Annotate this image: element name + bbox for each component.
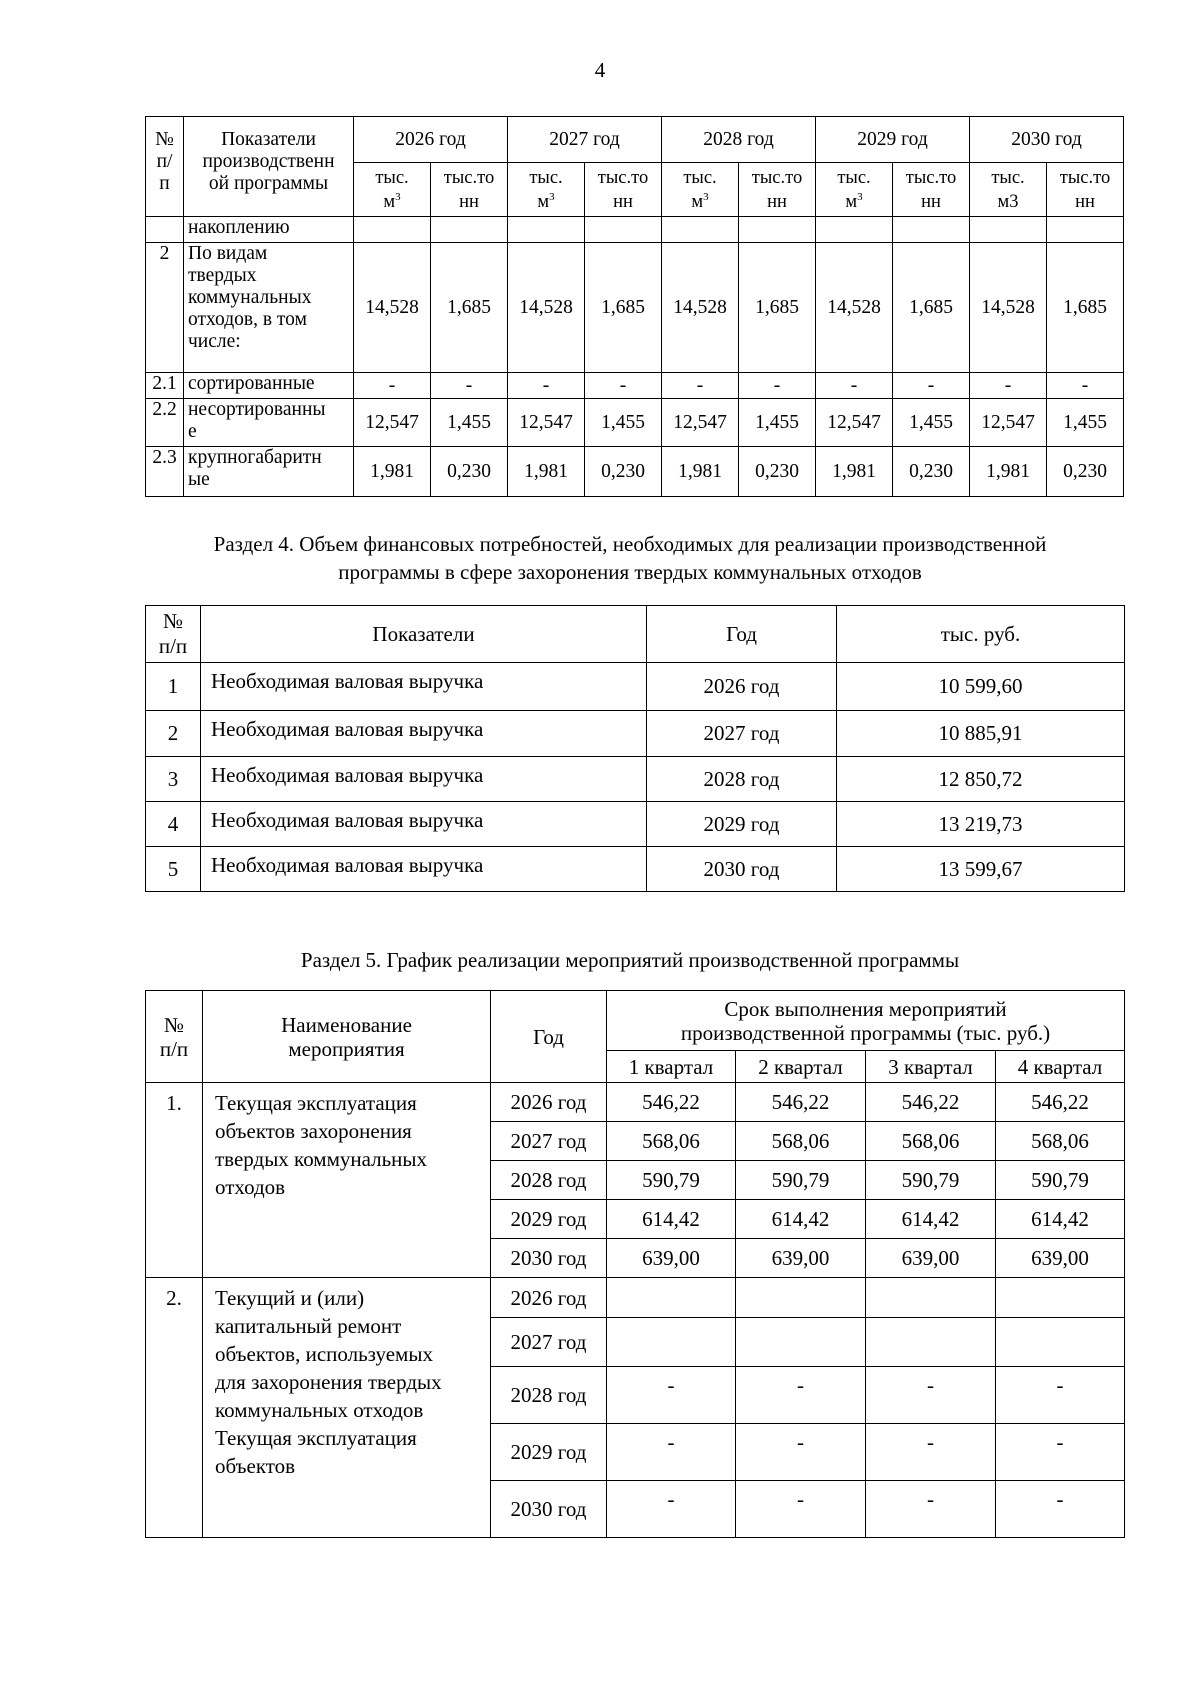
table-row xyxy=(146,217,1124,243)
quarter-value: 546,22 xyxy=(996,1083,1125,1122)
row-number: 2 xyxy=(146,243,184,373)
row-year: 2029 год xyxy=(491,1424,607,1481)
quarter-value xyxy=(866,1318,996,1367)
quarter-value: - xyxy=(607,1424,736,1481)
col-header-year: Год xyxy=(647,606,837,663)
value-cell xyxy=(585,217,662,243)
value-cell: 12,547 xyxy=(662,399,739,447)
row-year: 2030 год xyxy=(647,847,837,892)
row-amount: 10 599,60 xyxy=(837,663,1125,711)
row-indicator: Необходимая валовая выручка xyxy=(201,757,647,802)
col-header-year: Год xyxy=(491,991,607,1083)
col-header-indicator: Показатели xyxy=(201,606,647,663)
value-cell: - xyxy=(662,373,739,399)
value-cell: 1,981 xyxy=(970,447,1047,497)
value-cell: 1,455 xyxy=(431,399,508,447)
value-cell xyxy=(662,217,739,243)
unit-tonnes: тыс.то нн xyxy=(585,163,662,217)
value-cell: - xyxy=(893,373,970,399)
quarter-value: - xyxy=(996,1481,1125,1538)
table-row xyxy=(146,757,1125,802)
row-number: 3 xyxy=(146,757,201,802)
table-row xyxy=(146,243,1124,373)
value-cell: 12,547 xyxy=(508,399,585,447)
value-cell xyxy=(508,217,585,243)
row-number: 1. xyxy=(146,1083,203,1278)
value-cell: 0,230 xyxy=(1047,447,1124,497)
row-indicator: сортированные xyxy=(184,373,354,399)
row-amount: 13 219,73 xyxy=(837,802,1125,847)
value-cell: 14,528 xyxy=(662,243,739,373)
value-cell: - xyxy=(354,373,431,399)
unit-tonnes: тыс.то нн xyxy=(431,163,508,217)
quarter-value: 614,42 xyxy=(607,1200,736,1239)
quarter-value: 568,06 xyxy=(996,1122,1125,1161)
value-cell: 14,528 xyxy=(816,243,893,373)
table-row xyxy=(146,711,1125,757)
quarter-value: 568,06 xyxy=(736,1122,866,1161)
value-cell xyxy=(354,217,431,243)
table-row xyxy=(146,663,1125,711)
quarter-value: - xyxy=(996,1424,1125,1481)
value-cell: - xyxy=(970,373,1047,399)
value-cell: 1,685 xyxy=(431,243,508,373)
row-indicator: Необходимая валовая выручка xyxy=(201,663,647,711)
row-indicator: Необходимая валовая выручка xyxy=(201,847,647,892)
value-cell: - xyxy=(1047,373,1124,399)
row-number: 5 xyxy=(146,847,201,892)
value-cell: 1,685 xyxy=(1047,243,1124,373)
row-indicator: Необходимая валовая выручка xyxy=(201,802,647,847)
quarter-value xyxy=(607,1278,736,1318)
row-year: 2027 год xyxy=(647,711,837,757)
table-row xyxy=(146,847,1125,892)
unit-tonnes: тыс.то нн xyxy=(893,163,970,217)
value-cell xyxy=(970,217,1047,243)
quarter-value: - xyxy=(866,1424,996,1481)
quarter-value: 590,79 xyxy=(607,1161,736,1200)
value-cell: 12,547 xyxy=(354,399,431,447)
row-year: 2027 год xyxy=(491,1318,607,1367)
quarter-value: - xyxy=(866,1481,996,1538)
value-cell xyxy=(893,217,970,243)
row-amount: 12 850,72 xyxy=(837,757,1125,802)
quarter-value: - xyxy=(736,1367,866,1424)
quarter-value: 568,06 xyxy=(607,1122,736,1161)
quarter-value: 568,06 xyxy=(866,1122,996,1161)
unit-m3: тыс. $м^3$ xyxy=(508,163,585,217)
row-year: 2026 год xyxy=(491,1278,607,1318)
quarter-value: - xyxy=(607,1481,736,1538)
row-indicator: крупногабаритн ые xyxy=(184,447,354,497)
col-header-num: № п/п xyxy=(146,606,201,663)
quarter-value: 614,42 xyxy=(866,1200,996,1239)
quarter-value xyxy=(996,1278,1125,1318)
row-year: 2028 год xyxy=(491,1367,607,1424)
value-cell: 1,981 xyxy=(816,447,893,497)
quarter-value: 546,22 xyxy=(736,1083,866,1122)
value-cell xyxy=(739,217,816,243)
quarter-value: 614,42 xyxy=(996,1200,1125,1239)
production-indicators-table xyxy=(145,116,1124,497)
schedule-table xyxy=(145,990,1125,1538)
quarter-value xyxy=(607,1318,736,1367)
value-cell: - xyxy=(816,373,893,399)
value-cell: 0,230 xyxy=(739,447,816,497)
col-header-year: 2029 год xyxy=(816,117,970,163)
unit-m3: тыс. $м^3$ xyxy=(354,163,431,217)
value-cell: 0,230 xyxy=(893,447,970,497)
value-cell: - xyxy=(508,373,585,399)
quarter-value: 590,79 xyxy=(996,1161,1125,1200)
quarter-value: 590,79 xyxy=(866,1161,996,1200)
value-cell: 1,455 xyxy=(893,399,970,447)
value-cell: 1,981 xyxy=(354,447,431,497)
table-row xyxy=(146,447,1124,497)
quarter-value: 614,42 xyxy=(736,1200,866,1239)
value-cell: 1,685 xyxy=(585,243,662,373)
col-header-term: Срок выполнения мероприятий производственной программы (тыс. руб.) xyxy=(607,991,1125,1051)
page-number: 4 xyxy=(594,58,606,82)
col-header-indicator: Показатели производственн ой программы xyxy=(184,117,354,217)
row-amount: 10 885,91 xyxy=(837,711,1125,757)
value-cell: 1,685 xyxy=(739,243,816,373)
col-header-quarter: 1 квартал xyxy=(607,1051,736,1083)
row-year: 2030 год xyxy=(491,1239,607,1278)
col-header-name: Наименование мероприятия xyxy=(203,991,491,1083)
row-year: 2026 год xyxy=(647,663,837,711)
row-year: 2028 год xyxy=(647,757,837,802)
col-header-quarter: 3 квартал xyxy=(866,1051,996,1083)
value-cell: 1,981 xyxy=(508,447,585,497)
quarter-value: - xyxy=(736,1481,866,1538)
unit-m3: тыс. м3 xyxy=(970,163,1047,217)
value-cell: 1,455 xyxy=(1047,399,1124,447)
row-number: 2.2 xyxy=(146,399,184,447)
value-cell: 12,547 xyxy=(816,399,893,447)
value-cell xyxy=(1047,217,1124,243)
row-year: 2030 год xyxy=(491,1481,607,1538)
quarter-value: 639,00 xyxy=(736,1239,866,1278)
table-row xyxy=(146,802,1125,847)
col-header-amount: тыс. руб. xyxy=(837,606,1125,663)
row-year: 2027 год xyxy=(491,1122,607,1161)
unit-tonnes: тыс.то нн xyxy=(1047,163,1124,217)
table-row xyxy=(146,1278,1125,1318)
value-cell xyxy=(816,217,893,243)
quarter-value: - xyxy=(866,1367,996,1424)
quarter-value: 546,22 xyxy=(607,1083,736,1122)
value-cell: 1,455 xyxy=(585,399,662,447)
value-cell: 14,528 xyxy=(970,243,1047,373)
col-header-year: 2026 год xyxy=(354,117,508,163)
quarter-value: - xyxy=(996,1367,1125,1424)
quarter-value: 639,00 xyxy=(866,1239,996,1278)
row-number: 2.1 xyxy=(146,373,184,399)
row-number: 2.3 xyxy=(146,447,184,497)
table-row xyxy=(146,373,1124,399)
row-indicator: накоплению xyxy=(184,217,354,243)
row-indicator: По видам твердых коммунальных отходов, в том числе: xyxy=(184,243,354,373)
unit-tonnes: тыс.то нн xyxy=(739,163,816,217)
financial-needs-table xyxy=(145,605,1125,892)
col-header-year: 2027 год xyxy=(508,117,662,163)
value-cell: 0,230 xyxy=(585,447,662,497)
quarter-value: 639,00 xyxy=(996,1239,1125,1278)
quarter-value: - xyxy=(736,1424,866,1481)
value-cell: 1,455 xyxy=(739,399,816,447)
row-year: 2026 год xyxy=(491,1083,607,1122)
value-cell: 12,547 xyxy=(970,399,1047,447)
row-indicator: несортированны е xyxy=(184,399,354,447)
row-number: 2. xyxy=(146,1278,203,1538)
quarter-value: - xyxy=(607,1367,736,1424)
value-cell: - xyxy=(585,373,662,399)
measure-name: Текущая эксплуатация объектов захоронения твердых коммунальных отходов xyxy=(203,1083,491,1278)
col-header-quarter: 2 квартал xyxy=(736,1051,866,1083)
value-cell: 1,981 xyxy=(662,447,739,497)
quarter-value xyxy=(866,1278,996,1318)
row-amount: 13 599,67 xyxy=(837,847,1125,892)
row-indicator: Необходимая валовая выручка xyxy=(201,711,647,757)
quarter-value xyxy=(996,1318,1125,1367)
value-cell: - xyxy=(431,373,508,399)
section-5-title: Раздел 5. График реализации мероприятий производственной программы xyxy=(300,948,960,972)
row-number xyxy=(146,217,184,243)
row-number: 1 xyxy=(146,663,201,711)
value-cell xyxy=(431,217,508,243)
table-row xyxy=(146,399,1124,447)
row-year: 2029 год xyxy=(491,1200,607,1239)
quarter-value: 546,22 xyxy=(866,1083,996,1122)
value-cell: 1,685 xyxy=(893,243,970,373)
value-cell: 0,230 xyxy=(431,447,508,497)
section-4-title: Раздел 4. Объем финансовых потребностей, необходимых для реализации производственной программы в сфере захоронения твердых коммунальных отходов xyxy=(213,532,1047,584)
value-cell: 14,528 xyxy=(354,243,431,373)
col-header-year: 2030 год xyxy=(970,117,1124,163)
unit-m3: тыс. $м^3$ xyxy=(816,163,893,217)
unit-m3: тыс. $м^3$ xyxy=(662,163,739,217)
quarter-value: 639,00 xyxy=(607,1239,736,1278)
quarter-value xyxy=(736,1278,866,1318)
value-cell: 14,528 xyxy=(508,243,585,373)
value-cell: - xyxy=(739,373,816,399)
quarter-value xyxy=(736,1318,866,1367)
row-year: 2029 год xyxy=(647,802,837,847)
col-header-num: № п/п xyxy=(146,991,203,1083)
row-number: 4 xyxy=(146,802,201,847)
col-header-year: 2028 год xyxy=(662,117,816,163)
row-year: 2028 год xyxy=(491,1161,607,1200)
row-number: 2 xyxy=(146,711,201,757)
col-header-num: № п/ п xyxy=(146,117,184,217)
table-row xyxy=(146,1083,1125,1122)
col-header-quarter: 4 квартал xyxy=(996,1051,1125,1083)
quarter-value: 590,79 xyxy=(736,1161,866,1200)
measure-name: Текущий и (или) капитальный ремонт объектов, используемых для захоронения твердых коммунальных отходов Текущая эксплуатация объектов xyxy=(203,1278,491,1538)
